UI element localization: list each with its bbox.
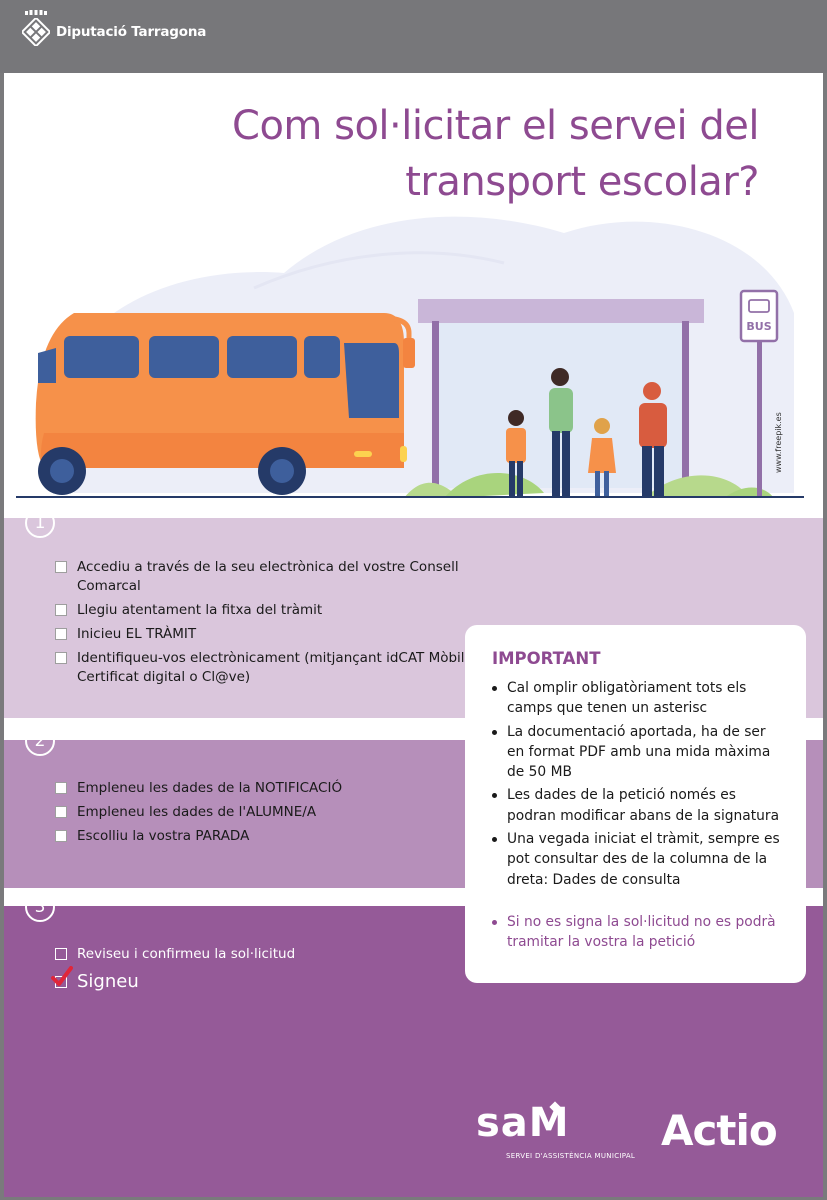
important-box — [465, 625, 806, 983]
checklist-item-label: Llegiu atentament la fitxa del tràmit — [77, 602, 323, 618]
checklist-item-sign[interactable] — [55, 970, 475, 994]
checklist-item[interactable] — [55, 558, 475, 596]
step-1-checklist — [55, 558, 475, 692]
step-2-checklist — [55, 779, 475, 851]
sam-subtitle: SERVEI D'ASSISTÈNCIA MUNICIPAL — [506, 1152, 636, 1160]
shelter-roof — [418, 299, 704, 323]
step-3-checklist — [55, 945, 475, 999]
checkbox[interactable] — [55, 561, 67, 573]
checkbox[interactable] — [55, 782, 67, 794]
bus-sign-board — [741, 291, 777, 341]
checklist-item-label: Empleneu les dades de l'ALUMNE/A — [77, 804, 317, 820]
checklist-item-label: Identifiqueu-vos electrònicament (mitjançant idCAT Mòbil Certificat digital o Cl@ve) — [77, 650, 465, 685]
checkbox[interactable] — [55, 806, 67, 818]
title-line-2: transport escolar? — [405, 159, 759, 205]
checkbox[interactable] — [55, 652, 67, 664]
important-item: La documentació aportada, ha de ser en format PDF amb una mida màxima de 50 MB — [492, 722, 780, 783]
important-note: Si no es signa la sol·licitud no es podrà tramitar la vostra la petició — [492, 912, 780, 953]
important-item: Una vegada iniciat el tràmit, sempre es pot consultar des de la columna de la dreta: Dades de consulta — [492, 829, 780, 890]
important-list — [492, 678, 780, 890]
checklist-item-label: Accediu a través de la seu electrònica del vostre Consell Comarcal — [77, 559, 459, 594]
step-1-number: 1 — [25, 508, 55, 538]
shelter-post-left — [432, 321, 439, 496]
checklist-item[interactable] — [55, 779, 475, 798]
image-credit: www.freepik.es — [774, 412, 783, 473]
checklist-item-label: Escolliu la vostra PARADA — [77, 828, 250, 844]
sam-logo — [476, 1100, 656, 1165]
checkmark-icon — [51, 966, 73, 988]
sam-wordmark: saM — [476, 1100, 570, 1146]
checklist-item[interactable] — [55, 649, 475, 687]
important-item: Les dades de la petició només es podran modificar abans de la signatura — [492, 785, 780, 826]
step-3-number: 3 — [25, 892, 55, 922]
actio-logo: Actio — [661, 1106, 777, 1155]
shelter-post-right — [682, 321, 689, 496]
checklist-item-label: Reviseu i confirmeu la sol·licitud — [77, 946, 296, 962]
title-line-1: Com sol·licitar el servei del — [232, 103, 759, 149]
checklist-item-label: Empleneu les dades de la NOTIFICACIÓ — [77, 780, 343, 796]
important-item: Cal omplir obligatòriament tots els camps que tenen un asterisc — [492, 678, 780, 719]
checkbox[interactable] — [55, 628, 67, 640]
ground-line — [16, 496, 804, 498]
checklist-item-label: Inicieu EL TRÀMIT — [77, 626, 197, 642]
checklist-item[interactable] — [55, 945, 475, 964]
checklist-item[interactable] — [55, 803, 475, 822]
org-name: Diputació Tarragona — [56, 24, 207, 40]
poster-page — [4, 73, 823, 1197]
checkbox[interactable] — [55, 948, 67, 960]
orange-bus — [36, 313, 415, 495]
checkbox[interactable] — [55, 830, 67, 842]
checklist-item[interactable] — [55, 601, 475, 620]
bus-sign-text: BUS — [746, 320, 772, 333]
bus-stop-illustration — [4, 193, 823, 503]
checkbox[interactable] — [55, 604, 67, 616]
crown-icon — [25, 10, 47, 16]
step-2-number: 2 — [25, 726, 55, 756]
diputacio-logo[interactable] — [22, 12, 206, 46]
header-bar — [0, 0, 827, 73]
diamond-grid-icon — [22, 18, 50, 46]
checklist-item[interactable] — [55, 827, 475, 846]
bus-sign-pole — [757, 340, 762, 498]
checklist-item-label: Signeu — [77, 971, 139, 992]
important-title: IMPORTANT — [492, 649, 601, 668]
checklist-item[interactable] — [55, 625, 475, 644]
